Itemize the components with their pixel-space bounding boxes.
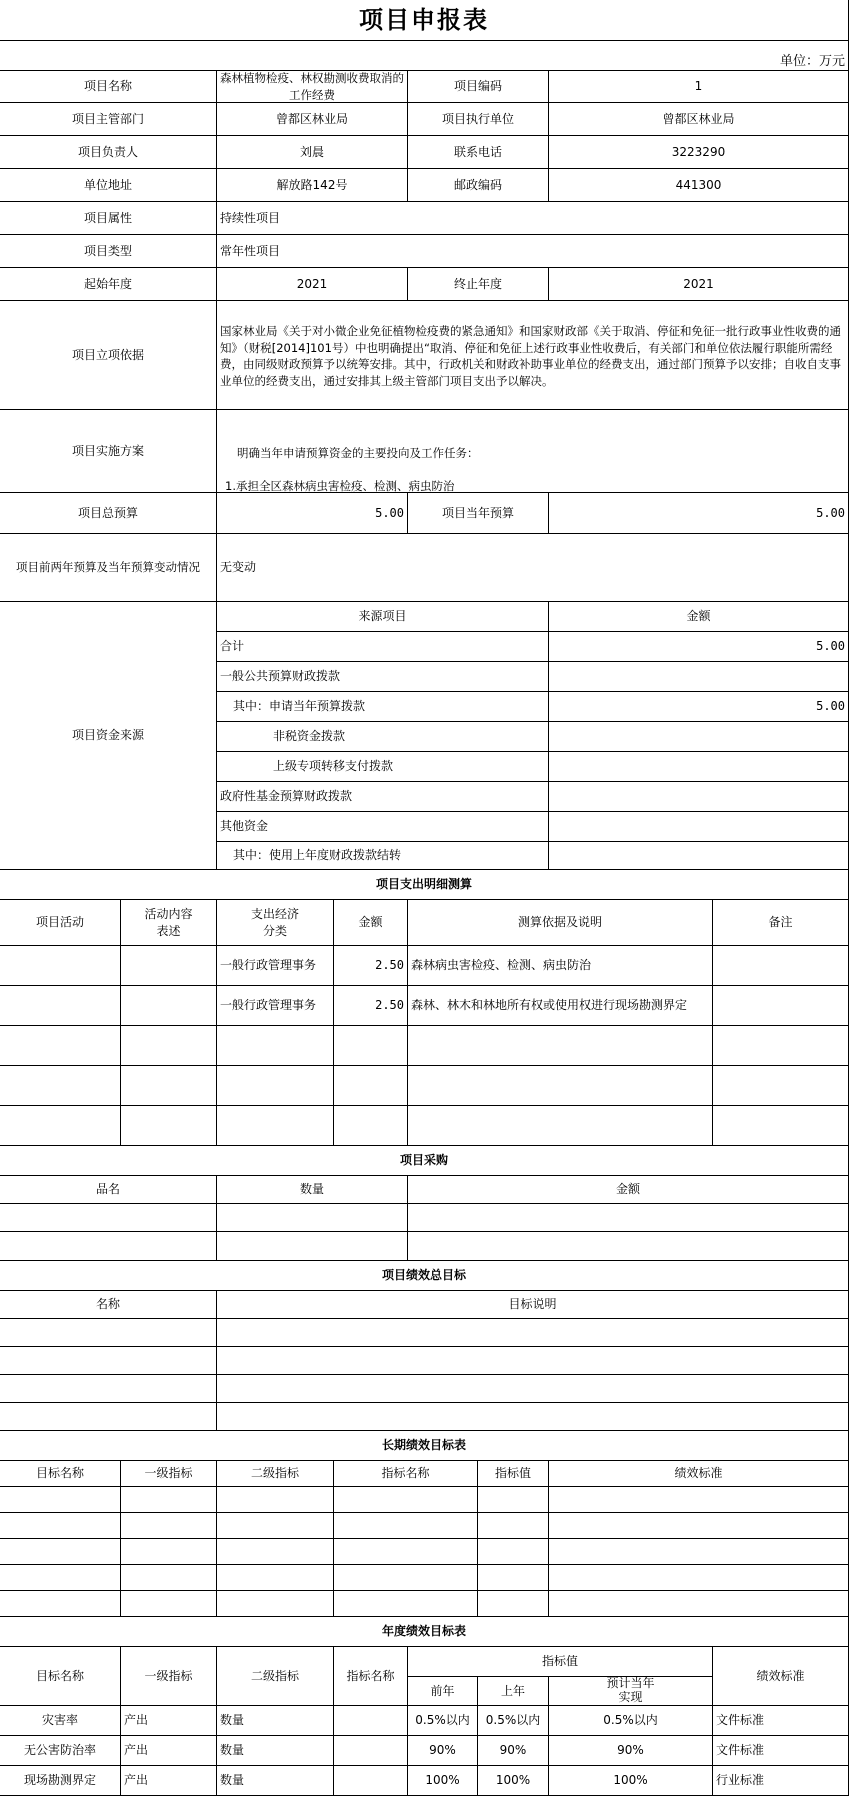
longterm-header: 指标名称 <box>333 1460 478 1487</box>
year-budget-value: 5.00 <box>548 492 849 534</box>
expense-empty-cell <box>333 1065 408 1106</box>
expense-header: 活动内容 表述 <box>120 899 217 946</box>
unit-label: 单位：万元 <box>779 54 845 70</box>
longterm-header: 绩效标准 <box>548 1460 849 1487</box>
project-code-label: 项目编码 <box>407 70 549 103</box>
expense-empty-cell <box>216 1025 334 1066</box>
expense-empty-cell <box>333 1025 408 1066</box>
longterm-empty-cell <box>333 1590 478 1617</box>
longterm-empty-cell <box>0 1486 121 1513</box>
expense-cell-content <box>120 985 217 1026</box>
longterm-empty-cell <box>477 1590 549 1617</box>
longterm-empty-cell <box>548 1486 849 1513</box>
annual-header-target: 目标名称 <box>0 1646 121 1706</box>
annual-header-level1: 一级指标 <box>120 1646 217 1706</box>
annual-cell-level2: 数量 <box>216 1705 334 1736</box>
funding-row-name: 其他资金 <box>216 811 549 842</box>
expense-cell-amount: 2.50 <box>333 985 408 1026</box>
plan-value <box>216 409 849 493</box>
funding-col-amount: 金额 <box>548 601 849 632</box>
zip-value: 441300 <box>548 168 849 202</box>
annual-cell-expected: 100% <box>548 1765 713 1796</box>
longterm-header: 一级指标 <box>120 1460 217 1487</box>
funding-row-name: 其中：使用上年度财政拨款结转 <box>216 841 549 870</box>
longterm-empty-cell <box>477 1564 549 1591</box>
funding-row-name: 合计 <box>216 631 549 662</box>
longterm-empty-cell <box>548 1590 849 1617</box>
type-label: 项目类型 <box>0 234 217 268</box>
annual-cell-level1: 产出 <box>120 1765 217 1796</box>
expense-cell-amount: 2.50 <box>333 945 408 986</box>
project-name-label: 项目名称 <box>0 70 217 103</box>
leader-label: 项目负责人 <box>0 135 217 169</box>
longterm-empty-cell <box>548 1564 849 1591</box>
end-year-value: 2021 <box>548 267 849 301</box>
longterm-empty-cell <box>216 1512 334 1539</box>
end-year-label: 终止年度 <box>407 267 549 301</box>
funding-row-name: 政府性基金预算财政拨款 <box>216 781 549 812</box>
longterm-empty-cell <box>216 1538 334 1565</box>
longterm-empty-cell <box>0 1590 121 1617</box>
funding-col-source: 来源项目 <box>216 601 549 632</box>
purchase-header: 金额 <box>407 1175 849 1204</box>
total-budget-value: 5.00 <box>216 492 408 534</box>
longterm-empty-cell <box>548 1512 849 1539</box>
funding-row-name: 其中：申请当年预算拨款 <box>216 691 549 722</box>
annual-cell-level1: 产出 <box>120 1735 217 1766</box>
longterm-empty-cell <box>477 1512 549 1539</box>
year-budget-label: 项目当年预算 <box>407 492 549 534</box>
purchase-header: 品名 <box>0 1175 217 1204</box>
type-value: 常年性项目 <box>216 234 849 268</box>
longterm-empty-cell <box>0 1512 121 1539</box>
expense-cell-category: 一般行政管理事务 <box>216 945 334 986</box>
purchase-empty-cell <box>0 1203 217 1232</box>
annual-section-title: 年度绩效目标表 <box>0 1616 849 1647</box>
expense-empty-cell <box>333 1105 408 1146</box>
annual-cell-prev1: 90% <box>477 1735 549 1766</box>
budget-change-value: 无变动 <box>216 533 849 602</box>
plan-line: 明确当年申请预算资金的主要投向及工作任务： <box>237 445 479 460</box>
longterm-header: 目标名称 <box>0 1460 121 1487</box>
goal-empty-cell <box>0 1318 217 1347</box>
expense-header: 项目活动 <box>0 899 121 946</box>
annual-header-standard: 绩效标准 <box>712 1646 849 1706</box>
longterm-empty-cell <box>120 1564 217 1591</box>
longterm-empty-cell <box>333 1512 478 1539</box>
expense-empty-cell <box>216 1065 334 1106</box>
goal-empty-cell <box>216 1374 849 1403</box>
funding-row-amount <box>548 721 849 752</box>
funding-label: 项目资金来源 <box>0 601 217 870</box>
annual-header-level2: 二级指标 <box>216 1646 334 1706</box>
goal-empty-cell <box>216 1402 849 1431</box>
annual-cell-standard: 文件标准 <box>712 1735 849 1766</box>
longterm-empty-cell <box>0 1564 121 1591</box>
annual-cell-expected: 0.5%以内 <box>548 1705 713 1736</box>
expense-cell-category: 一般行政管理事务 <box>216 985 334 1026</box>
exec-unit-value: 曾都区林业局 <box>548 102 849 136</box>
annual-cell-indicator <box>333 1735 408 1766</box>
expense-cell-basis: 森林病虫害检疫、检测、病虫防治 <box>407 945 713 986</box>
annual-cell-indicator <box>333 1765 408 1796</box>
expense-cell-basis: 森林、林木和林地所有权或使用权进行现场勘测界定 <box>407 985 713 1026</box>
project-code-value: 1 <box>548 70 849 103</box>
funding-row-amount <box>548 751 849 782</box>
expense-header: 测算依据及说明 <box>407 899 713 946</box>
annual-header-prev1: 上年 <box>477 1676 549 1706</box>
longterm-empty-cell <box>0 1538 121 1565</box>
funding-row-amount <box>548 781 849 812</box>
exec-unit-label: 项目执行单位 <box>407 102 549 136</box>
annual-cell-prev2: 100% <box>407 1765 478 1796</box>
expense-empty-cell <box>712 1065 849 1106</box>
expense-empty-cell <box>120 1025 217 1066</box>
goal-section-title: 项目绩效总目标 <box>0 1260 849 1291</box>
funding-row-name: 非税资金拨款 <box>216 721 549 752</box>
basis-value: 国家林业局《关于对小微企业免征植物检疫费的紧急通知》和国家财政部《关于取消、停征和免征一批行政事业性收费的通知》（财税[2014]101号）中也明确提出“取消、停征和免征上述行政事业性收费后，有关部门和单位依法履行职能所需经费，由同级财政预算予以统筹安排。其中，行政机关和财政补助事业单位的经费支出，通过部门预算予以安排；自收自支事业单位的经费支出，通过安排其上级主管部门项目支出予以解决。 <box>216 300 849 410</box>
expense-empty-cell <box>407 1025 713 1066</box>
basis-label: 项目立项依据 <box>0 300 217 410</box>
expense-empty-cell <box>712 1105 849 1146</box>
goal-empty-cell <box>0 1374 217 1403</box>
annual-cell-prev1: 100% <box>477 1765 549 1796</box>
expense-empty-cell <box>0 1065 121 1106</box>
purchase-empty-cell <box>407 1203 849 1232</box>
zip-label: 邮政编码 <box>407 168 549 202</box>
purchase-section-title: 项目采购 <box>0 1145 849 1176</box>
phone-label: 联系电话 <box>407 135 549 169</box>
expense-header: 备注 <box>712 899 849 946</box>
expense-header: 支出经济 分类 <box>216 899 334 946</box>
project-name-value: 森林植物检疫、林权勘测收费取消的工作经费 <box>216 70 408 103</box>
annual-cell-target: 灾害率 <box>0 1705 121 1736</box>
longterm-header: 二级指标 <box>216 1460 334 1487</box>
goal-empty-cell <box>0 1346 217 1375</box>
annual-cell-expected: 90% <box>548 1735 713 1766</box>
annual-cell-level1: 产出 <box>120 1705 217 1736</box>
longterm-empty-cell <box>120 1486 217 1513</box>
dept-label: 项目主管部门 <box>0 102 217 136</box>
annual-header-expected: 预计当年 实现 <box>548 1676 713 1706</box>
annual-cell-target: 无公害防治率 <box>0 1735 121 1766</box>
attr-label: 项目属性 <box>0 201 217 235</box>
longterm-empty-cell <box>120 1590 217 1617</box>
expense-empty-cell <box>712 1025 849 1066</box>
annual-header-indicator: 指标名称 <box>333 1646 408 1706</box>
expense-section-title: 项目支出明细测算 <box>0 869 849 900</box>
start-year-label: 起始年度 <box>0 267 217 301</box>
leader-value: 刘晨 <box>216 135 408 169</box>
expense-cell-note <box>712 945 849 986</box>
annual-cell-prev2: 0.5%以内 <box>407 1705 478 1736</box>
purchase-empty-cell <box>407 1231 849 1261</box>
longterm-empty-cell <box>333 1486 478 1513</box>
longterm-section-title: 长期绩效目标表 <box>0 1430 849 1461</box>
expense-header: 金额 <box>333 899 408 946</box>
expense-empty-cell <box>0 1025 121 1066</box>
funding-row-amount: 5.00 <box>548 631 849 662</box>
expense-empty-cell <box>120 1065 217 1106</box>
expense-cell-content <box>120 945 217 986</box>
funding-row-amount <box>548 811 849 842</box>
expense-cell-note <box>712 985 849 1026</box>
expense-empty-cell <box>407 1105 713 1146</box>
goal-empty-cell <box>216 1318 849 1347</box>
attr-value: 持续性项目 <box>216 201 849 235</box>
goal-header: 名称 <box>0 1290 217 1319</box>
annual-cell-prev1: 0.5%以内 <box>477 1705 549 1736</box>
longterm-empty-cell <box>216 1564 334 1591</box>
purchase-empty-cell <box>216 1203 408 1232</box>
dept-value: 曾都区林业局 <box>216 102 408 136</box>
annual-cell-standard: 行业标准 <box>712 1765 849 1796</box>
longterm-empty-cell <box>477 1486 549 1513</box>
longterm-header: 指标值 <box>477 1460 549 1487</box>
goal-empty-cell <box>216 1346 849 1375</box>
purchase-empty-cell <box>216 1231 408 1261</box>
plan-line: 1.承担全区森林病虫害检疫、检测、病虫防治 <box>225 479 455 493</box>
start-year-value: 2021 <box>216 267 408 301</box>
address-value: 解放路142号 <box>216 168 408 202</box>
annual-cell-indicator <box>333 1705 408 1736</box>
purchase-header: 数量 <box>216 1175 408 1204</box>
plan-label: 项目实施方案 <box>0 409 217 493</box>
funding-row-name: 一般公共预算财政拨款 <box>216 661 549 692</box>
address-label: 单位地址 <box>0 168 217 202</box>
longterm-empty-cell <box>120 1512 217 1539</box>
expense-empty-cell <box>216 1105 334 1146</box>
annual-header-values: 指标值 <box>407 1646 713 1677</box>
form-title: 项目申报表 <box>0 0 849 41</box>
funding-row-amount <box>548 841 849 870</box>
goal-header: 目标说明 <box>216 1290 849 1319</box>
annual-cell-standard: 文件标准 <box>712 1705 849 1736</box>
funding-row-name: 上级专项转移支付拨款 <box>216 751 549 782</box>
longterm-empty-cell <box>216 1486 334 1513</box>
annual-cell-level2: 数量 <box>216 1765 334 1796</box>
longterm-empty-cell <box>333 1538 478 1565</box>
expense-empty-cell <box>407 1065 713 1106</box>
phone-value: 3223290 <box>548 135 849 169</box>
purchase-empty-cell <box>0 1231 217 1261</box>
annual-cell-target: 现场勘测界定 <box>0 1765 121 1796</box>
longterm-empty-cell <box>120 1538 217 1565</box>
longterm-empty-cell <box>216 1590 334 1617</box>
annual-cell-prev2: 90% <box>407 1735 478 1766</box>
expense-cell-activity <box>0 945 121 986</box>
expense-empty-cell <box>120 1105 217 1146</box>
longterm-empty-cell <box>333 1564 478 1591</box>
annual-cell-level2: 数量 <box>216 1735 334 1766</box>
funding-row-amount: 5.00 <box>548 691 849 722</box>
goal-empty-cell <box>0 1402 217 1431</box>
expense-cell-activity <box>0 985 121 1026</box>
longterm-empty-cell <box>477 1538 549 1565</box>
annual-header-prev2: 前年 <box>407 1676 478 1706</box>
budget-change-label: 项目前两年预算及当年预算变动情况 <box>0 533 217 602</box>
funding-row-amount <box>548 661 849 692</box>
longterm-empty-cell <box>548 1538 849 1565</box>
expense-empty-cell <box>0 1105 121 1146</box>
total-budget-label: 项目总预算 <box>0 492 217 534</box>
